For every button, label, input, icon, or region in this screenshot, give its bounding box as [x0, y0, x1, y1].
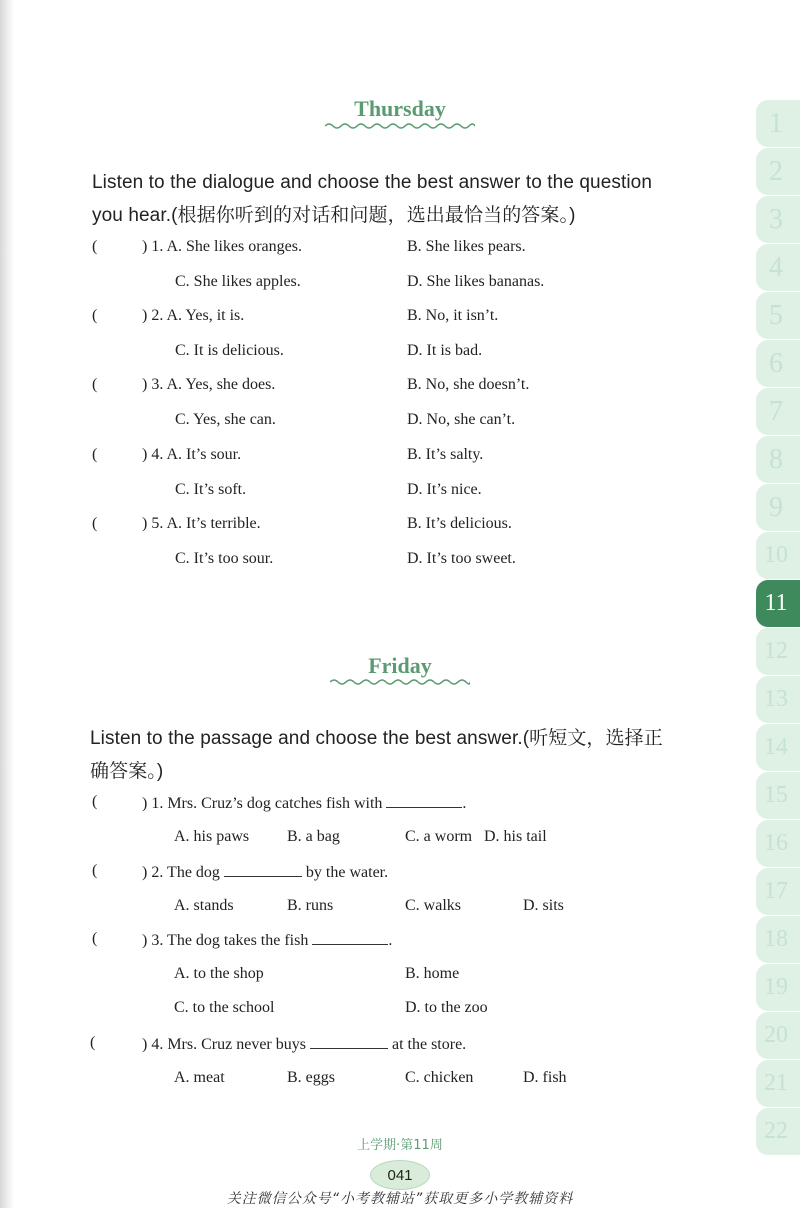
week-tab-10[interactable]: 10: [756, 532, 800, 579]
question-stem-end: .: [462, 795, 467, 812]
option-b: B. No, it isn’t.: [407, 307, 499, 324]
thursday-wave-underline: [0, 121, 800, 131]
option-b: B. It’s delicious.: [407, 515, 512, 532]
friday-q1-options: [0, 828, 760, 854]
question-text: [142, 930, 392, 950]
week-tab-20[interactable]: 20: [756, 1012, 800, 1059]
option-a: A. his paws: [174, 828, 250, 845]
friday-q4-row: [0, 1034, 760, 1060]
answer-paren[interactable]: (: [92, 862, 98, 879]
option-c: C. It is delicious.: [175, 342, 284, 359]
option-d: D. fish: [523, 1069, 567, 1086]
option-c: C. She likes apples.: [175, 273, 301, 290]
week-tab-6[interactable]: 6: [756, 340, 800, 387]
option-c: C. Yes, she can.: [175, 411, 276, 428]
option-c: C. chicken: [405, 1069, 474, 1086]
thursday-q4-row: [0, 446, 760, 472]
week-tab-18[interactable]: 18: [756, 916, 800, 963]
option-a: A. to the shop: [174, 965, 264, 982]
week-tabs: [756, 100, 800, 1156]
friday-q1-row: [0, 793, 760, 819]
thursday-instruction: [92, 166, 704, 232]
thursday-q1-row2: [0, 273, 760, 299]
option-c: C. a worm: [405, 828, 473, 845]
thursday-q2-row: [0, 307, 760, 333]
question-text: [142, 793, 466, 813]
friday-title: Friday: [368, 653, 432, 678]
answer-paren[interactable]: (: [92, 515, 98, 532]
option-b: B. a bag: [287, 828, 340, 845]
question-text: ) 4. A. It’s sour.: [142, 446, 242, 463]
option-b: B. eggs: [287, 1069, 335, 1086]
answer-paren[interactable]: (: [92, 307, 98, 324]
thursday-q3-row2: [0, 411, 760, 437]
answer-paren[interactable]: (: [92, 238, 98, 255]
friday-instruction-line1: Listen to the passage and choose the best answer.(听短文，选择正: [90, 728, 663, 749]
week-tab-14[interactable]: 14: [756, 724, 800, 771]
thursday-instruction-line1: Listen to the dialogue and choose the best answer to the question: [92, 172, 653, 193]
option-d: D. She likes bananas.: [407, 273, 545, 290]
option-c: C. It’s soft.: [175, 481, 247, 498]
week-tab-8[interactable]: 8: [756, 436, 800, 483]
week-tab-13[interactable]: 13: [756, 676, 800, 723]
thursday-instruction-line2: you hear.(根据你听到的对话和问题，选出最恰当的答案。): [92, 205, 576, 226]
week-tab-16[interactable]: 16: [756, 820, 800, 867]
option-c: C. walks: [405, 897, 461, 914]
question-stem: ) 3. The dog takes the fish: [142, 932, 309, 949]
friday-instruction: [90, 722, 702, 788]
answer-paren[interactable]: (: [92, 446, 98, 463]
option-b: B. No, she doesn’t.: [407, 376, 530, 393]
week-tab-21[interactable]: 21: [756, 1060, 800, 1107]
option-d: D. his tail: [484, 828, 547, 845]
question-stem: ) 2. The dog: [142, 864, 220, 881]
friday-q3-options-ab: [0, 965, 760, 991]
answer-blank[interactable]: [310, 1034, 388, 1049]
answer-blank[interactable]: [312, 930, 388, 945]
question-stem-end: .: [388, 932, 393, 949]
question-text: ) 1. A. She likes oranges.: [142, 238, 302, 255]
week-tab-4[interactable]: 4: [756, 244, 800, 291]
option-a: A. stands: [174, 897, 234, 914]
question-text: [142, 862, 388, 882]
friday-q3-row: [0, 930, 760, 956]
week-tab-11[interactable]: 11: [756, 580, 800, 627]
answer-paren[interactable]: (: [92, 376, 98, 393]
option-b: B. She likes pears.: [407, 238, 526, 255]
friday-q4-options: [0, 1069, 760, 1095]
thursday-q1-row: [0, 238, 760, 264]
friday-q3-options-cd: [0, 999, 760, 1025]
option-d: D. to the zoo: [405, 999, 488, 1016]
week-tab-2[interactable]: 2: [756, 148, 800, 195]
answer-paren[interactable]: (: [92, 793, 98, 810]
option-d: D. It’s nice.: [407, 481, 482, 498]
thursday-q3-row: [0, 376, 760, 402]
question-text: ) 5. A. It’s terrible.: [142, 515, 261, 532]
option-b: B. home: [405, 965, 460, 982]
question-text: ) 3. A. Yes, she does.: [142, 376, 276, 393]
option-d: D. sits: [523, 897, 564, 914]
week-tab-1[interactable]: 1: [756, 100, 800, 147]
thursday-q5-row2: [0, 550, 760, 576]
option-d: D. It’s too sweet.: [407, 550, 516, 567]
question-stem: ) 4. Mrs. Cruz never buys: [142, 1036, 306, 1053]
footer-week-label: 上学期·第11周: [357, 1138, 443, 1153]
option-a: A. meat: [174, 1069, 225, 1086]
question-stem: ) 1. Mrs. Cruz’s dog catches fish with: [142, 795, 383, 812]
friday-q2-options: [0, 897, 760, 923]
thursday-q5-row: [0, 515, 760, 541]
thursday-q4-row2: [0, 481, 760, 507]
question-text: ) 2. A. Yes, it is.: [142, 307, 245, 324]
week-tab-5[interactable]: 5: [756, 292, 800, 339]
answer-paren[interactable]: (: [90, 1034, 96, 1051]
week-tab-19[interactable]: 19: [756, 964, 800, 1011]
answer-blank[interactable]: [386, 793, 462, 808]
friday-q2-row: [0, 862, 760, 888]
week-tab-3[interactable]: 3: [756, 196, 800, 243]
footer-promo-text: 关注微信公众号“小考教辅站”获取更多小学教辅资料: [226, 1191, 574, 1207]
thursday-title: Thursday: [354, 96, 446, 121]
option-d: D. It is bad.: [407, 342, 483, 359]
answer-paren[interactable]: (: [92, 930, 98, 947]
week-tab-7[interactable]: 7: [756, 388, 800, 435]
question-stem-end: by the water.: [305, 864, 389, 881]
answer-blank[interactable]: [224, 862, 302, 877]
option-c: C. to the school: [174, 999, 275, 1016]
friday-instruction-line2: 确答案。): [90, 761, 164, 782]
thursday-q2-row2: [0, 342, 760, 368]
option-b: B. runs: [287, 897, 334, 914]
week-tab-15[interactable]: 15: [756, 772, 800, 819]
option-d: D. No, she can’t.: [407, 411, 516, 428]
option-b: B. It’s salty.: [407, 446, 484, 463]
page-number: 041: [370, 1160, 430, 1190]
week-tab-22[interactable]: 22: [756, 1108, 800, 1155]
question-text: [142, 1034, 466, 1054]
question-stem-end: at the store.: [391, 1036, 467, 1053]
week-tab-17[interactable]: 17: [756, 868, 800, 915]
week-tab-9[interactable]: 9: [756, 484, 800, 531]
binding-gutter: [0, 0, 14, 1208]
friday-wave-underline: [0, 677, 800, 687]
option-c: C. It’s too sour.: [175, 550, 274, 567]
week-tab-12[interactable]: 12: [756, 628, 800, 675]
